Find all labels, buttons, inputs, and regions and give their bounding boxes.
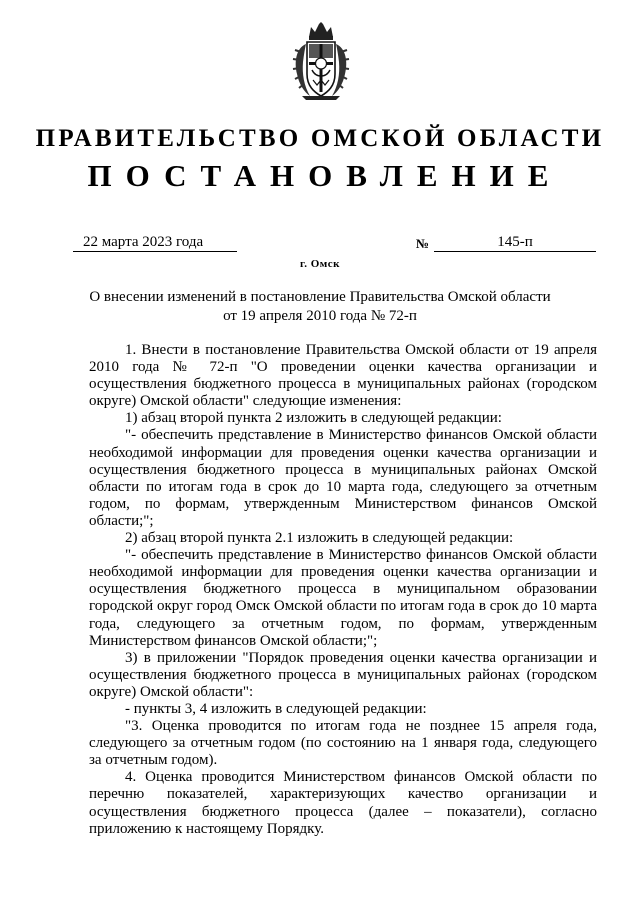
paragraph: "3. Оценка проводится по итогам года не позднее 15 апреля года, следующего за отчетным годом (по состоянию на 1 января года, следующего за отчетным годом). (89, 718, 597, 769)
decree-number: 145-п (434, 234, 596, 252)
coat-of-arms-icon (292, 22, 350, 100)
paragraph: 1) абзац второй пункта 2 изложить в следующей редакции: (125, 410, 502, 427)
decree-title-line-2: от 19 апреля 2010 года № 72-п (223, 308, 417, 324)
decree-date (73, 234, 237, 252)
paragraph: 1. Внести в постановление Правительства Омской области от 19 апреля 2010 года № 72-п "О проведении оценки качества организации и осуществления бюджетного процесса в муниципальных районах (городском округе) Омской области" следующие изменения: (89, 342, 597, 410)
number-label: № (416, 236, 430, 251)
decree-title-line-1: О внесении изменений в постановление Правительства Омской области (89, 289, 551, 305)
paragraph: "- обеспечить представление в Министерство финансов Омской области необходимой информации для проведения оценки качества организации и осуществления бюджетного процесса в муниципальном образовании городской округ город Омск Омской области по итогам года в срок до 10 марта года, следующего за отчетным годом, по формам, утвержденным Министерством финансов Омской области;"; (89, 547, 597, 649)
decree-date-text: 22 марта 2023 года (83, 234, 204, 250)
paragraph: 3) в приложении "Порядок проведения оценки качества организации и осуществления бюджетного процесса в муниципальных районах (городском округе) Омской области": (89, 649, 597, 700)
city: г. Омск (299, 258, 341, 270)
document-type: ПОСТАНОВЛЕНИЕ (87, 158, 563, 193)
decree-title (80, 288, 560, 326)
paragraph: 2) абзац второй пункта 2.1 изложить в следующей редакции: (125, 530, 514, 547)
paragraph: "- обеспечить представление в Министерство финансов Омской области необходимой информации для проведения оценки качества организации и осуществления бюджетного процесса в муниципальных районах Омской области по итогам года в срок до 10 марта года, следующего за отчетным годом, по формам, утвержденным Министерством финансов Омской области;"; (89, 427, 597, 529)
paragraph: - пункты 3, 4 изложить в следующей редакции: (125, 700, 427, 717)
paragraph: 4. Оценка проводится Министерством финансов Омской области по перечню показателей, характеризующих качество организации и осуществления бюджетного процесса (далее – показатели), согласно приложению к настоящему Порядку. (89, 769, 597, 837)
decree-body (89, 342, 597, 838)
government-name: ПРАВИТЕЛЬСТВО ОМСКОЙ ОБЛАСТИ (35, 125, 605, 152)
